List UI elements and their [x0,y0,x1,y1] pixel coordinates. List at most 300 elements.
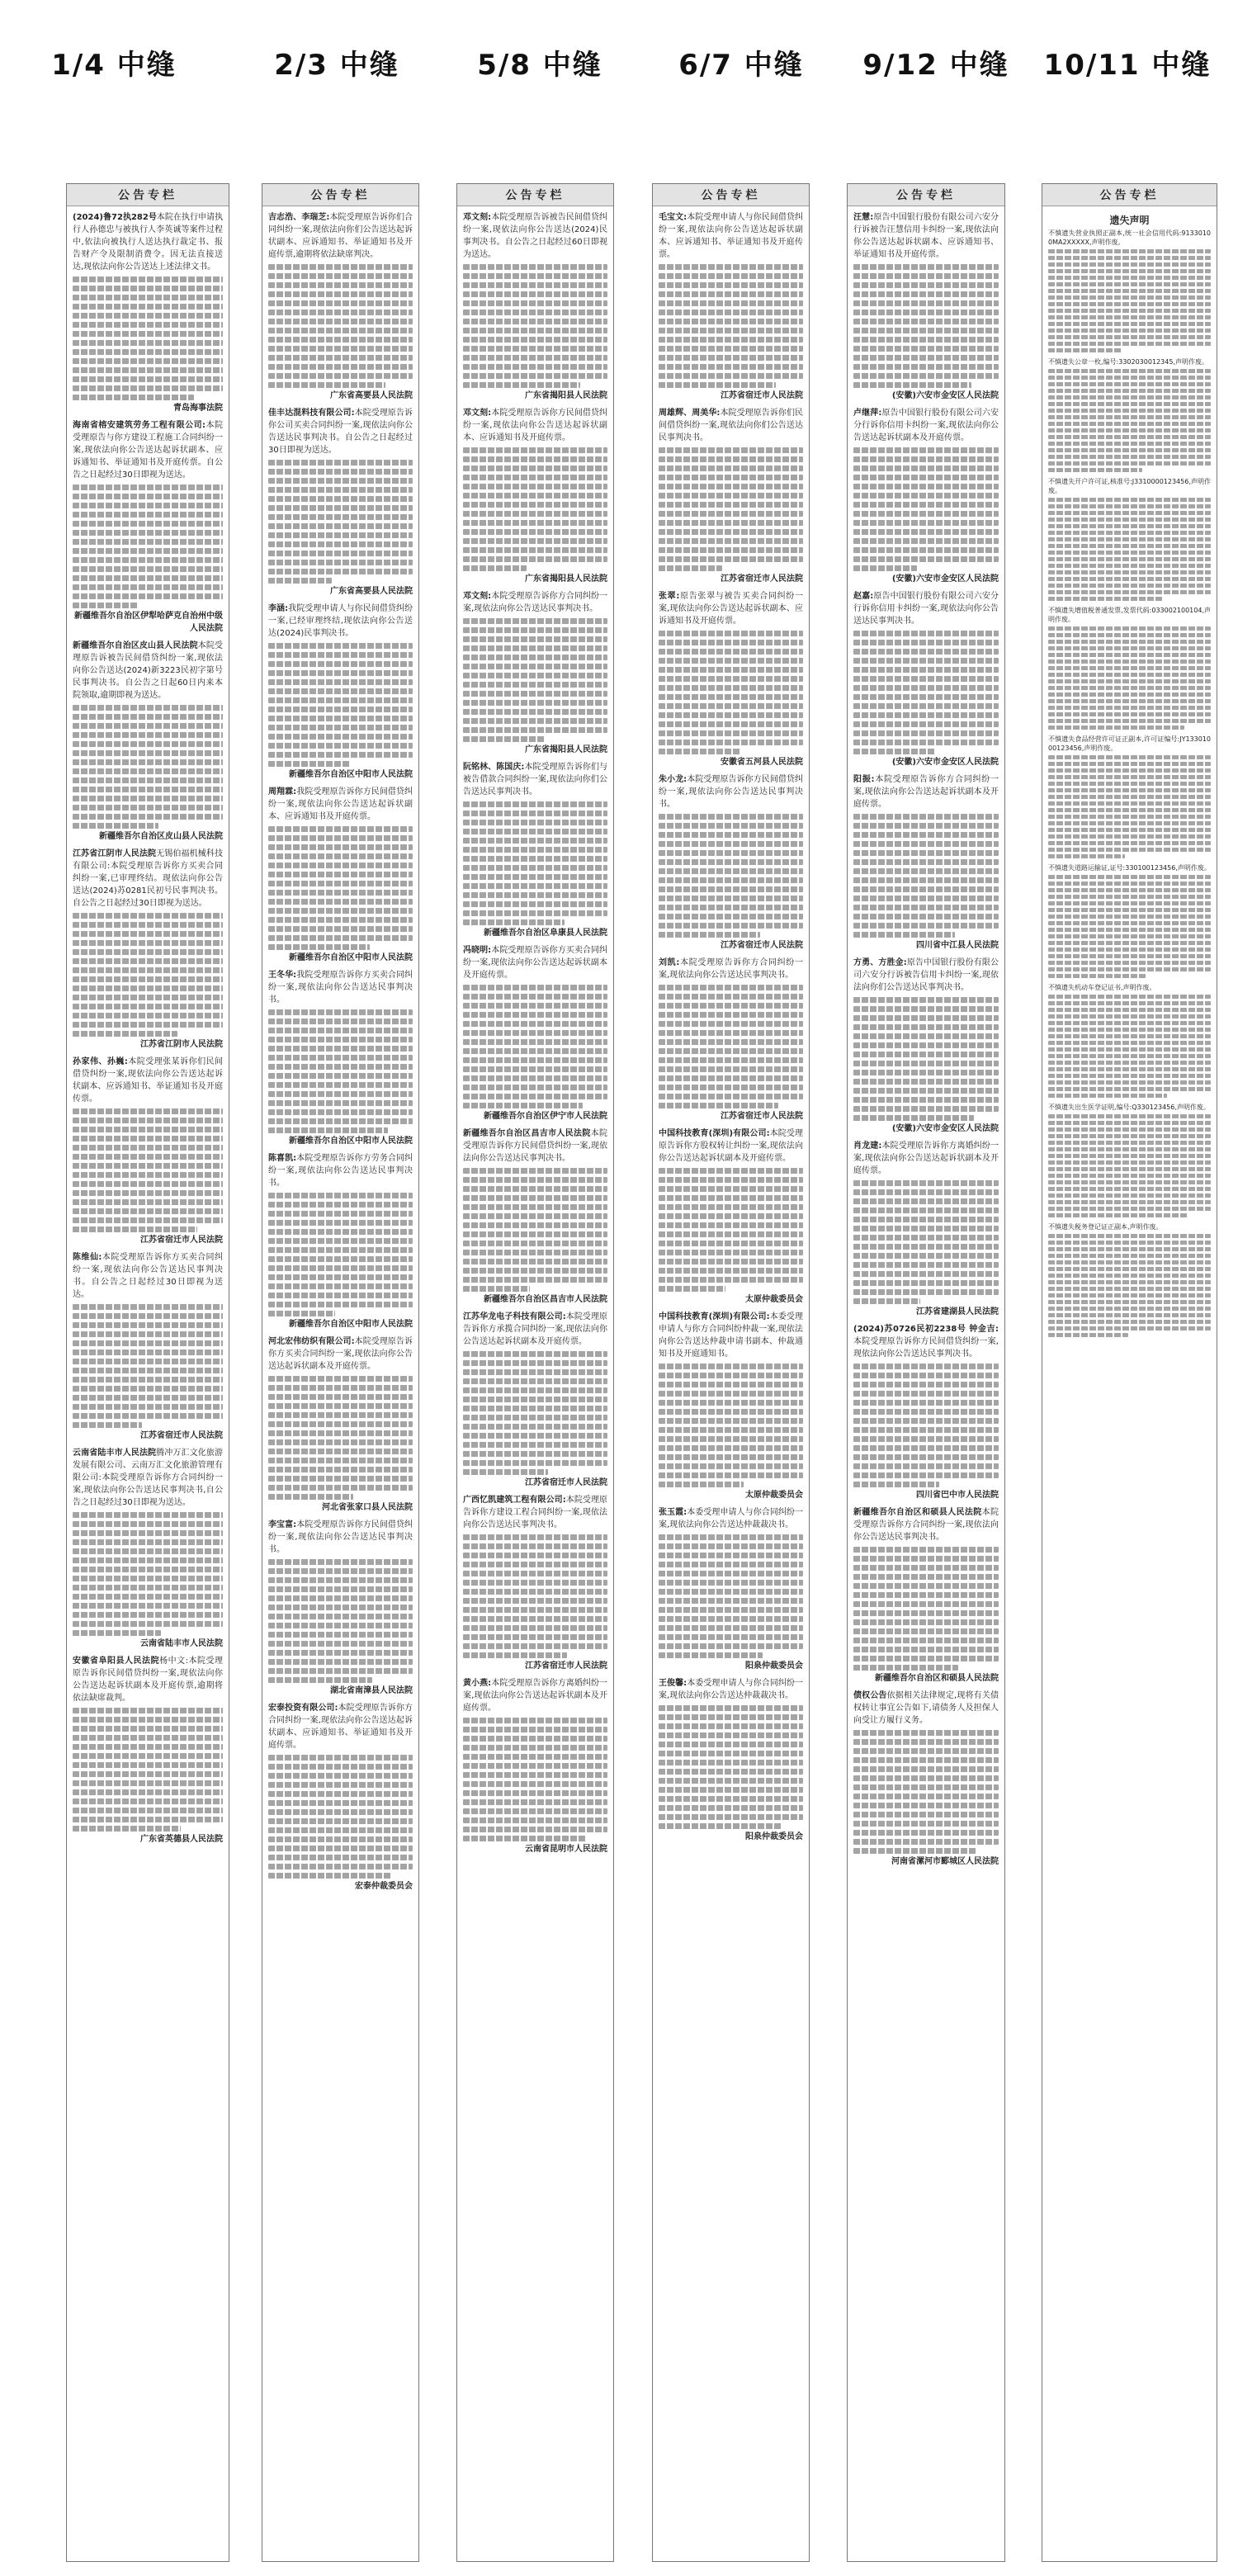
fine-print-line [268,1238,413,1244]
notice-signature: 四川省巴中市人民法院 [916,1491,999,1500]
fine-print-line [268,1202,413,1208]
fine-print-line [659,1103,778,1108]
notice-signature: 广东省揭阳县人民法院 [525,574,607,584]
notice-text: 本委受理申请人与你合同纠纷一案,现依法向你公告送达仲裁裁决书。 [659,1679,804,1700]
fine-print-line [659,1222,803,1228]
notice-party: 毛宝文: [659,213,688,222]
fine-print-line [853,932,955,938]
fine-print-line [853,310,999,315]
fine-print-line [659,1625,803,1631]
fine-print-line [1048,834,1211,839]
notice-text: 原告张翠与被告买卖合同纠纷一案,现依法向你公告送达起诉状副本、应诉通知书及开庭传票。 [659,592,803,626]
fine-print-line [463,1195,607,1201]
fine-print-line [853,1482,939,1487]
notice-party: 方勇、方胜金: [853,958,907,967]
fine-print-line [463,910,607,916]
fine-print-line [1048,828,1211,832]
fine-print-line [268,734,413,740]
fine-print-line [853,712,999,718]
fine-print-line [73,1567,223,1572]
fine-print-line [659,346,803,352]
fine-print-line [73,985,223,991]
notice-item [853,1140,999,1318]
fine-print-line [659,658,803,664]
fine-print-line [853,1235,999,1241]
fine-print-line [1048,335,1211,339]
fine-print-line [73,1377,223,1383]
fine-print-line [1048,402,1211,406]
fine-print-line [73,1789,223,1795]
fine-print-line [853,1042,999,1048]
fine-print-line [463,1589,607,1595]
fine-print-line [853,1271,999,1277]
fine-print-line [1048,1094,1167,1098]
fine-print-line [268,1764,413,1770]
fine-print-line [1048,795,1211,799]
fine-print-line [1048,888,1211,892]
notice-party: 孙家伟、孙巍: [73,1057,128,1066]
fine-print-line [268,752,413,758]
fine-print-line [659,456,803,462]
fine-print-line [659,1277,803,1283]
fine-print-line [73,484,223,490]
fine-print-line [1048,328,1211,333]
notice-signature: 江苏省宿迁市人民法院 [140,1236,223,1245]
fine-print-line [73,723,223,729]
fine-print-line [268,1605,413,1610]
fine-print-line [268,1046,413,1052]
notice-item [268,1152,413,1331]
fine-print-line [853,1730,999,1736]
fine-print-line [659,1409,803,1415]
fine-print-line [853,291,999,297]
fine-print-line [463,1817,607,1823]
notice-text: 本院受理张某诉你们民间借贷纠纷一案,现依法向你公告送达起诉状副本、应诉通知书、举证通知书及开庭传票。 [73,1057,224,1104]
panel-body [67,206,229,1846]
fine-print-line [659,1751,803,1756]
fine-print-line [1048,801,1211,806]
fine-print-line [73,805,223,811]
fine-print-line [268,1274,413,1280]
fine-print-line [73,778,223,783]
fine-print-line [1048,1254,1211,1258]
notice-party: 汪慧: [853,213,874,222]
notice-item [659,773,803,952]
fine-print-line [73,322,223,328]
fine-print-line [268,1100,413,1106]
fine-print-line [1048,295,1211,300]
fine-print-line [853,538,999,544]
notice-text: 不慎遗失增值税普通发票,发票代码:033002100104,声明作废。 [1048,607,1211,623]
fine-print-line [659,631,803,636]
fine-print-line [659,1634,803,1640]
fine-print-line [268,1385,413,1391]
notice-item [1048,735,1211,858]
fine-print-line [1048,1180,1211,1184]
fine-print-line [853,1830,999,1836]
fine-print-line [73,949,223,955]
fine-print-line [463,1580,607,1586]
fine-print-line [463,627,607,633]
fine-print-line [73,1013,223,1019]
fine-print-line [268,1220,413,1226]
fine-print-line [463,538,607,544]
panel-body [848,206,1004,1868]
fine-print-line [659,712,803,718]
fine-print-line [659,538,803,544]
fine-print-line [1048,448,1211,452]
fine-print-line [853,1024,999,1030]
fine-print-line [853,886,999,892]
fine-print-line [73,741,223,747]
fine-print-line [659,1168,803,1174]
fine-print-line [1048,342,1211,346]
fine-print-line [1048,1127,1211,1132]
fine-print-line [463,1286,530,1292]
fine-print-line [659,676,803,682]
fine-print-line [853,1784,999,1790]
fine-print-line [853,493,999,499]
fine-print-line [463,1451,607,1457]
fine-print-line [463,1799,607,1805]
fine-print-line [73,1331,223,1337]
fine-print-line [73,1630,161,1636]
fine-print-line [853,1848,977,1854]
fine-print-line [268,1430,413,1436]
fine-print-line [659,273,803,279]
fine-print-line [853,300,999,306]
fine-print-line [1048,315,1211,319]
fine-print-line [659,694,803,700]
fine-print-line [853,319,999,324]
fine-print-line [853,896,999,901]
notice-signature: 新疆维吾尔自治区中阳市人民法院 [289,953,413,962]
fine-print-line [853,1364,999,1369]
notice-text: 原告中国银行股份有限公司六安分行诉你信用卡纠纷一案,现依法向你公告送达起诉状副本及开庭传票。 [853,409,999,442]
fine-print-line [463,1433,607,1439]
fine-print-line [853,475,999,480]
fine-print-line [853,868,999,874]
fine-print-line [1048,1147,1211,1151]
fine-print-line [268,743,413,749]
fine-print-line [268,926,413,932]
notice-signature: 新疆维吾尔自治区伊宁市人民法院 [484,1112,607,1121]
fine-print-line [268,541,413,547]
fine-print-line [659,1012,803,1018]
notice-signature: 四川省中江县人民法院 [916,941,999,950]
fine-print-line [73,1199,223,1205]
fine-print-line [463,856,607,862]
fine-print-line [1048,422,1211,426]
fine-print-line [463,466,607,471]
notice-party: 阳振: [853,775,875,784]
fine-print-line [463,1351,607,1357]
fine-print-line [73,1585,223,1591]
fine-print-line [73,922,223,928]
notice-text: 我院受理申请人与你民间借贷纠纷一案,已经审理终结,现依法向你公告送达(2024)民事判决书。 [268,604,413,638]
fine-print-line [463,673,607,678]
column-title: 10/11 中缝 [1043,48,1212,82]
fine-print-line [853,466,999,471]
fine-print-line [659,1445,803,1451]
notice-signature: 广东省英德县人民法院 [140,1835,223,1844]
fine-print-line [463,892,607,898]
fine-print-line [1048,570,1211,574]
fine-print-line [268,569,413,574]
fine-print-line [1048,1121,1211,1125]
fine-print-line [463,1754,607,1760]
fine-print-line [659,832,803,838]
fine-print-line [659,1607,803,1613]
fine-print-line [73,814,223,820]
fine-print-line [463,718,607,724]
fine-print-line [268,1494,353,1500]
fine-print-line [659,1732,803,1738]
fine-print-line [268,1127,388,1133]
fine-print-line [268,1836,413,1842]
notice-item [659,407,803,585]
notice-signature: 江苏省宿迁市人民法院 [721,941,803,950]
fine-print-line [268,1118,413,1124]
fine-print-line [853,1015,999,1021]
fine-print-line [659,1562,803,1567]
notice-signature: 宏泰仲裁委员会 [355,1882,413,1891]
fine-print-line [268,1028,413,1033]
fine-print-line [1048,249,1211,253]
fine-print-line [853,1289,999,1295]
fine-print-line [659,1030,803,1036]
notice-signature: 河南省漯河市郾城区人民法院 [891,1857,999,1866]
fine-print-line [1048,719,1211,723]
notice-party: 佳丰达混料技有限公司: [268,409,355,418]
notice-signature: 新疆维吾尔自治区中阳市人民法院 [289,1137,413,1146]
notice-text: 本院受理原告诉你方承揽合同纠纷一案,现依法向你公告送达起诉状副本及开庭传票。 [463,1312,608,1346]
fine-print-line [1048,1141,1211,1145]
fine-print-line [73,385,223,391]
notice-text: 不慎遗失开户许可证,核准号:J3310000123456,声明作废。 [1048,478,1211,494]
fine-print-line [73,1217,223,1223]
fine-print-line [659,310,803,315]
fine-print-line [463,1085,607,1090]
fine-print-line [268,1586,413,1592]
fine-print-line [853,1757,999,1763]
notice-text: 原告中国银行股份有限公司六安分行诉被告汪慧信用卡纠纷一案,现依法向你公告送达起诉状副本、应诉通知书、举证通知书及开庭传票。 [853,213,999,259]
fine-print-line [268,328,413,333]
fine-print-line [1048,1213,1188,1217]
fine-print-line [463,1048,607,1054]
fine-print-line [463,1406,607,1411]
fine-print-line [268,1458,413,1463]
fine-print-line [853,1592,999,1598]
notice-text: 腾冲万汇文化旅游发展有限公司、云南万汇文化旅游管理有限公司:本院受理原告诉你方合同纠纷一案,现依法向你公告送达民事判决书,自公告之日起经过30日即视为送达。 [73,1449,224,1507]
notice-item [463,1677,607,1855]
fine-print-line [853,1628,999,1634]
notice-item [268,1702,413,1893]
fine-print-line [1048,995,1211,999]
fine-print-line [73,376,223,382]
column-title: 9/12 中缝 [862,48,1009,82]
notice-party: 李宝富: [268,1520,297,1529]
fine-print-line [73,1557,223,1563]
notice-text: 本院受理原告诉你方合同纠纷一案,现依法向你公告送达民事判决书。 [853,1508,999,1542]
fine-print-line [1048,262,1211,267]
fine-print-line [659,721,803,727]
notice-item [1048,1103,1211,1217]
fine-print-line [268,460,413,466]
notice-signature: 江苏省建湖县人民法院 [916,1307,999,1316]
fine-print-line [463,1727,607,1732]
notice-party: 吉志浩、李瑞芝: [268,213,330,222]
fine-print-line [659,877,803,883]
panel-body [457,206,613,1855]
notice-text: 无锡伯福机械科技有限公司:本院受理原告诉你方买卖合同纠纷一案,已审理终结。现依法向你公告送达(2024)苏0281民初号民事判决书。自公告之日起经过30日即视为送达。 [73,849,224,908]
fine-print-line [1048,646,1211,650]
fine-print-line [463,502,607,508]
fine-print-line [1048,1193,1211,1198]
fine-print-line [268,487,413,493]
fine-print-line [853,640,999,645]
fine-print-line [1048,376,1211,380]
fine-print-line [1048,1080,1211,1085]
fine-print-line [463,373,607,379]
fine-print-line [73,331,223,337]
fine-print-line [853,1400,999,1406]
fine-print-line [268,532,413,538]
fine-print-line [268,1485,413,1491]
fine-print-line [463,1781,607,1787]
fine-print-line [268,1577,413,1583]
fine-print-line [659,475,803,480]
fine-print-line [73,1031,177,1037]
fine-print-line [268,496,413,502]
fine-print-line [73,1808,223,1813]
fine-print-line [73,367,223,373]
fine-print-line [853,859,999,865]
fine-print-line [1048,1307,1211,1311]
notice-party: 王冬华: [268,971,297,980]
notice-party: 广西忆凯建筑工程有限公司: [463,1496,566,1505]
fine-print-line [73,823,158,829]
fine-print-line [1048,699,1211,703]
notice-signature: 云南省陆丰市人民法院 [140,1639,223,1648]
notice-signature: 广东省揭阳县人民法院 [525,745,607,754]
fine-print-line [268,890,413,896]
notice-item [1048,357,1211,472]
notice-text: 杨中文:本院受理原告诉你民间借贷纠纷一案,现依法向你公告送达起诉状副本及开庭传票,逾期将依法缺席裁判。 [73,1657,223,1703]
fine-print-line [1048,633,1211,637]
fine-print-line [659,328,803,333]
fine-print-line [73,395,194,400]
fine-print-line [659,1823,782,1829]
fine-print-line [1048,369,1211,373]
fine-print-line [1048,1293,1211,1297]
fine-print-line [659,1652,763,1658]
notice-text: 本院受理原告诉你方合同纠纷一案,现依法向你公告送达民事判决书。 [463,592,608,613]
notice-item [463,1311,607,1489]
fine-print-line [1048,726,1184,730]
notice-signature: 云南省昆明市人民法院 [525,1845,607,1854]
notice-signature: 阳泉仲裁委员会 [745,1832,803,1841]
fine-print-line [73,1726,223,1732]
fine-print-line [1048,504,1211,508]
notice-item [853,1323,999,1501]
fine-print-line [463,682,607,688]
fine-print-line [268,1864,413,1869]
fine-print-line [659,1598,803,1604]
fine-print-line [73,584,223,590]
fine-print-line [659,985,803,990]
fine-print-line [853,264,999,270]
fine-print-line [268,1623,413,1628]
fine-print-line [73,340,223,346]
fine-print-line [659,932,760,938]
fine-print-line [1048,428,1211,432]
fine-print-line [463,1634,607,1640]
fine-print-line [268,282,413,288]
fine-print-line [853,1280,999,1286]
notice-party: 黄小燕: [463,1679,492,1688]
fine-print-line [73,557,223,563]
fine-print-line [463,1534,607,1540]
fine-print-line [853,1070,999,1075]
notice-party: 周雄辉、周美华: [659,409,721,418]
fine-print-line [268,1229,413,1235]
fine-print-line [463,382,580,388]
fine-print-line [659,1705,803,1711]
fine-print-line [73,1386,223,1392]
fine-print-line [853,850,999,856]
fine-print-line [1048,686,1211,690]
fine-print-line [463,291,607,297]
notice-party: 新疆维吾尔自治区皮山县人民法院 [73,641,198,650]
notice-text: 依据相关法律规定,现将有关债权转让事宜公告如下,请债务人及担保人向受让方履行义务。 [853,1691,999,1725]
fine-print-line [1048,1287,1211,1291]
fine-print-line [268,1595,413,1601]
fine-print-line [73,1612,223,1618]
notice-text: 本院受理原告诉你方劳务合同纠纷一案,现依法向你公告送达民事判决书。 [268,1154,413,1188]
fine-print-line [1048,256,1211,260]
fine-print-line [853,1198,999,1204]
fine-print-line [1048,1154,1211,1158]
fine-print-line [853,282,999,288]
fine-print-line [659,850,803,856]
fine-print-line [268,1109,413,1115]
fine-print-line [1048,1326,1211,1331]
fine-print-line [463,874,607,880]
fine-print-line [853,565,917,571]
fine-print-line [73,530,223,536]
fine-print-line [268,1403,413,1409]
notice-text: 本院受理原告诉你公司买卖合同纠纷一案,现依法向你公告送达民事判决书。自公告之日起经过30日即视为送达。 [268,409,413,455]
fine-print-line [1048,590,1211,594]
notice-party: 肖龙建: [853,1141,882,1151]
fine-print-line [73,1208,223,1214]
notice-signature: 新疆维吾尔自治区中阳市人民法院 [289,1320,413,1329]
fine-print-line [853,1775,999,1781]
fine-print-line [1048,788,1211,792]
fine-print-line [1048,895,1211,899]
fine-print-line [1048,941,1211,945]
notice-party: 刘凯: [659,958,680,967]
fine-print-line [853,841,999,847]
notice-item [853,957,999,1135]
notice-signature: 新疆维吾尔自治区伊犁哈萨克自治州中级人民法院 [74,612,223,633]
fine-print-line [853,1226,999,1231]
fine-print-line [659,1787,803,1793]
fine-print-line [1048,755,1211,759]
notice-item [73,419,223,635]
fine-print-line [463,1066,607,1072]
